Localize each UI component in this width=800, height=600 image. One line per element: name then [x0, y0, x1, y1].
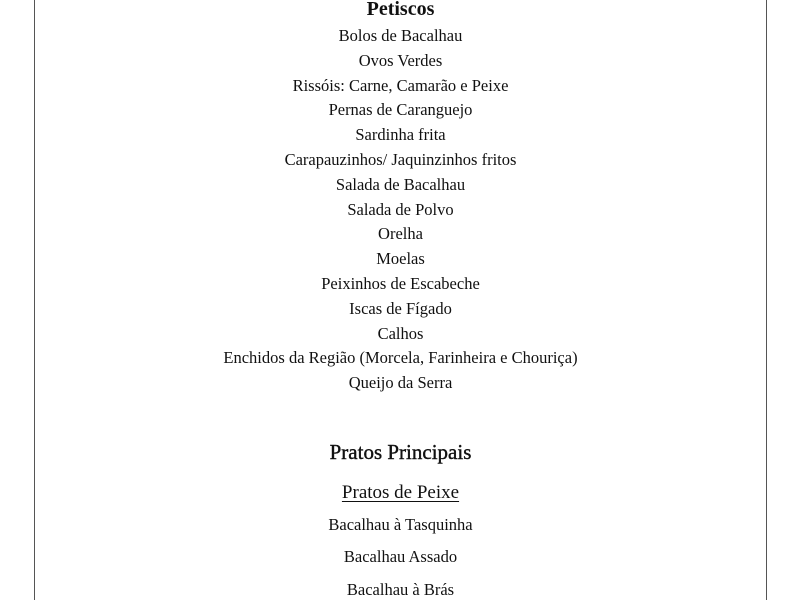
list-item: Carapauzinhos/ Jaquinzinhos fritos — [284, 149, 517, 169]
list-item: Ovos Verdes — [358, 50, 443, 70]
list-item: Peixinhos de Escabeche — [321, 273, 480, 293]
list-item: Iscas de Fígado — [349, 298, 452, 318]
list-item: Bolos de Bacalhau — [338, 26, 463, 45]
pratos-de-peixe-heading: Pratos de Peixe — [341, 481, 460, 503]
petiscos-list — [35, 24, 766, 396]
list-item: Salada de Bacalhau — [335, 174, 466, 194]
list-item: Orelha — [378, 224, 423, 244]
list-item: Queijo da Serra — [348, 373, 453, 393]
list-item: Sardinha frita — [355, 125, 446, 145]
list-item: Bacalhau à Brás — [346, 579, 455, 599]
list-item: Calhos — [377, 323, 424, 343]
pratos-de-peixe-list — [35, 514, 766, 600]
list-item: Rissóis: Carne, Camarão e Peixe — [292, 75, 509, 95]
menu-content — [35, 0, 766, 600]
petiscos-heading: Petiscos — [366, 0, 435, 20]
list-item: Pernas de Caranguejo — [328, 100, 473, 120]
list-item: Moelas — [376, 249, 425, 269]
pratos-principais-heading: Pratos Principais — [329, 439, 472, 464]
list-item: Bacalhau à Tasquinha — [328, 514, 473, 534]
list-item: Salada de Polvo — [347, 199, 454, 219]
list-item: Enchidos da Região (Morcela, Farinheira e Chouriça) — [223, 348, 578, 368]
page-border-right — [766, 0, 767, 600]
list-item: Bacalhau Assado — [343, 547, 458, 567]
